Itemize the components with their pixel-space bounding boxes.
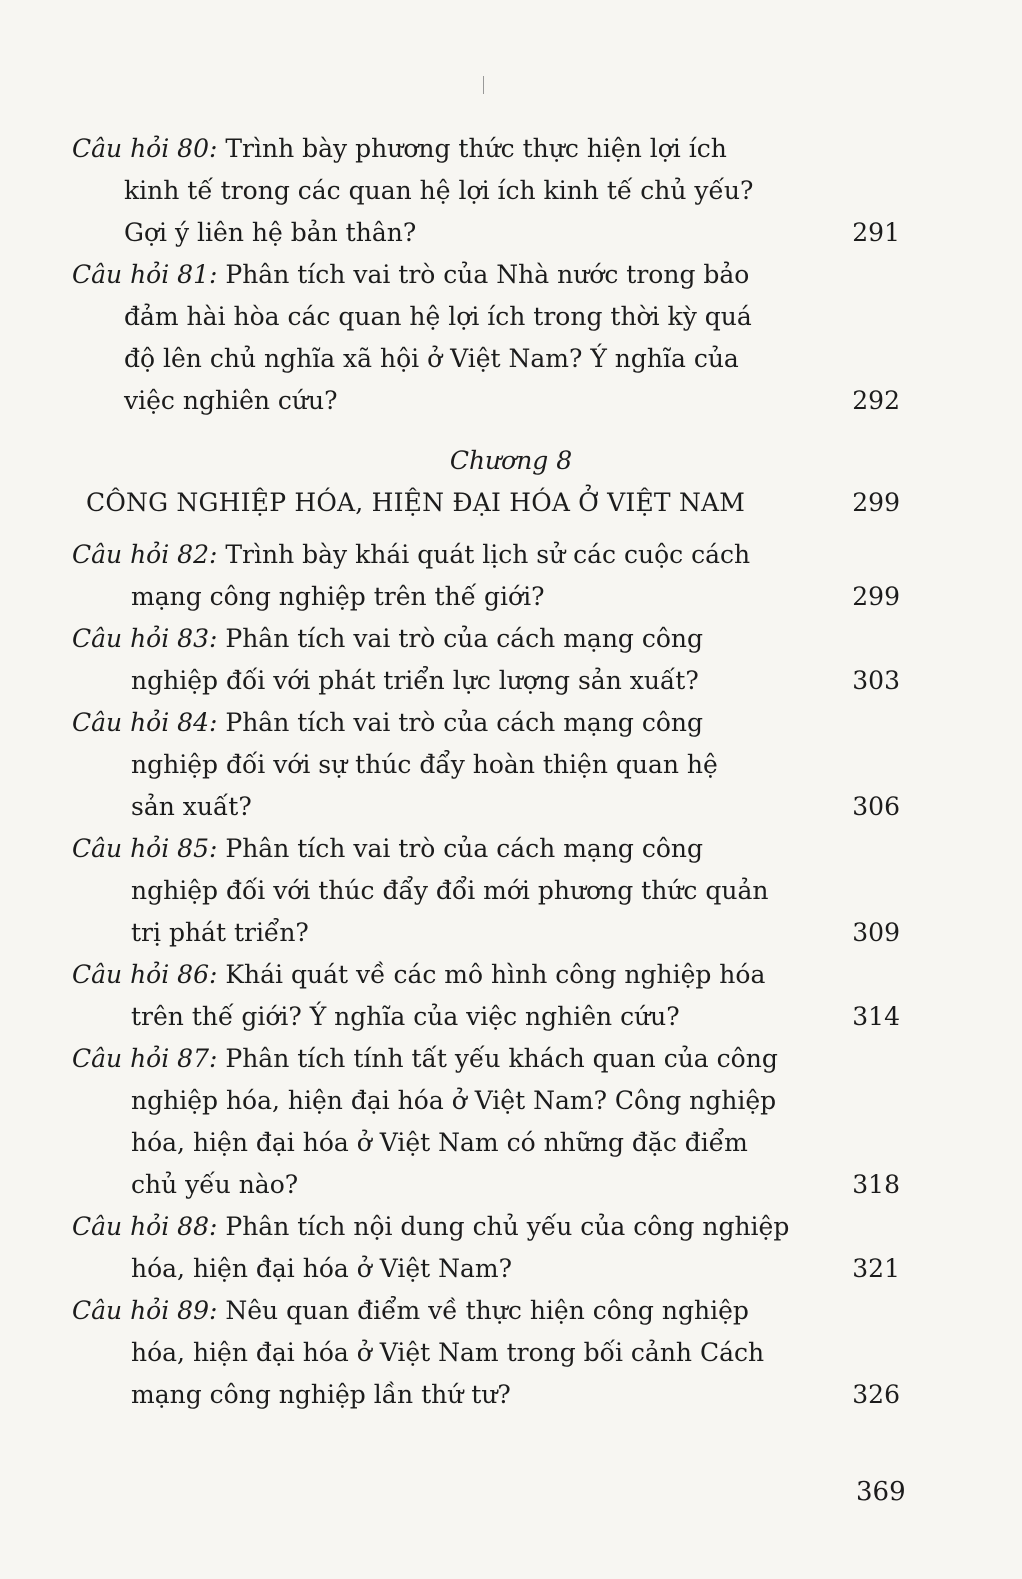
entry-page-number: 292	[852, 386, 900, 415]
entry-label: Câu hỏi 80:	[72, 134, 218, 163]
toc-line	[0, 212, 1022, 254]
entry-page-number: 309	[852, 918, 900, 947]
entry-page-number: 306	[852, 792, 900, 821]
toc-entry-88	[0, 1206, 1022, 1248]
toc-line	[0, 912, 1022, 954]
entry-text: sản xuất?	[131, 792, 252, 821]
entry-label: Câu hỏi 89:	[72, 1296, 218, 1325]
entry-text: độ lên chủ nghĩa xã hội ở Việt Nam? Ý nghĩa của	[124, 344, 739, 373]
entry-text: Trình bày phương thức thực hiện lợi ích	[225, 134, 727, 163]
toc-entry-89	[0, 1290, 1022, 1332]
entry-page-number: 318	[852, 1170, 900, 1199]
toc-line	[0, 660, 1022, 702]
entry-text: mạng công nghiệp trên thế giới?	[131, 582, 545, 611]
toc-line	[0, 1332, 1022, 1374]
entry-text: kinh tế trong các quan hệ lợi ích kinh tế chủ yếu?	[124, 176, 754, 205]
chapter-page-number: 299	[852, 488, 900, 517]
entry-page-number: 299	[852, 582, 900, 611]
chapter-heading	[0, 440, 1022, 482]
toc-entry-83	[0, 618, 1022, 660]
toc-line	[0, 1248, 1022, 1290]
page-number: 369	[856, 1477, 906, 1507]
toc-line	[0, 296, 1022, 338]
entry-text: Nêu quan điểm về thực hiện công nghiệp	[225, 1296, 749, 1325]
entry-text: Phân tích vai trò của cách mạng công	[225, 834, 704, 863]
entry-text: Phân tích vai trò của Nhà nước trong bảo	[225, 260, 750, 289]
entry-label: Câu hỏi 83:	[72, 624, 218, 653]
toc-entry-82	[0, 534, 1022, 576]
entry-text: Phân tích vai trò của cách mạng công	[225, 624, 704, 653]
entry-text: nghiệp đối với thúc đẩy đổi mới phương thức quản	[131, 876, 769, 905]
entry-text: hóa, hiện đại hóa ở Việt Nam có những đặc điểm	[131, 1128, 748, 1157]
chapter-title-line	[0, 482, 1022, 524]
toc-line	[0, 380, 1022, 422]
page-mark	[483, 76, 484, 94]
toc-line	[0, 1122, 1022, 1164]
entry-page-number: 303	[852, 666, 900, 695]
entry-text: Phân tích nội dung chủ yếu của công nghiệp	[225, 1212, 790, 1241]
entry-text: chủ yếu nào?	[131, 1170, 299, 1199]
entry-label: Câu hỏi 87:	[72, 1044, 218, 1073]
entry-text: trên thế giới? Ý nghĩa của việc nghiên cứu?	[131, 1002, 680, 1031]
entry-label: Câu hỏi 86:	[72, 960, 218, 989]
entry-text: Phân tích tính tất yếu khách quan của công	[225, 1044, 778, 1073]
chapter-label: Chương 8	[449, 446, 573, 475]
entry-page-number: 314	[852, 1002, 900, 1031]
entry-text: đảm hài hòa các quan hệ lợi ích trong thời kỳ quá	[124, 302, 752, 331]
entry-text: Gợi ý liên hệ bản thân?	[124, 218, 417, 247]
entry-label: Câu hỏi 88:	[72, 1212, 218, 1241]
entry-label: Câu hỏi 82:	[72, 540, 218, 569]
entry-text: trị phát triển?	[131, 918, 309, 947]
toc-entry-81	[0, 254, 1022, 296]
toc-line	[0, 338, 1022, 380]
toc-line	[0, 870, 1022, 912]
entry-text: Khái quát về các mô hình công nghiệp hóa	[225, 960, 766, 989]
entry-text: Trình bày khái quát lịch sử các cuộc cách	[225, 540, 751, 569]
toc-entry-80	[0, 128, 1022, 170]
entry-text: hóa, hiện đại hóa ở Việt Nam trong bối cảnh Cách	[131, 1338, 765, 1367]
entry-label: Câu hỏi 84:	[72, 708, 218, 737]
chapter-title: CÔNG NGHIỆP HÓA, HIỆN ĐẠI HÓA Ở VIỆT NAM	[86, 488, 746, 517]
toc-line	[0, 996, 1022, 1038]
entry-text: nghiệp đối với sự thúc đẩy hoàn thiện quan hệ	[131, 750, 718, 779]
entry-text: hóa, hiện đại hóa ở Việt Nam?	[131, 1254, 513, 1283]
entry-text: mạng công nghiệp lần thứ tư?	[131, 1380, 511, 1409]
entry-text: việc nghiên cứu?	[124, 386, 338, 415]
entry-page-number: 291	[852, 218, 900, 247]
entry-label: Câu hỏi 85:	[72, 834, 218, 863]
entry-page-number: 326	[852, 1380, 900, 1409]
toc-line	[0, 1164, 1022, 1206]
toc-entry-85	[0, 828, 1022, 870]
toc-line	[0, 170, 1022, 212]
toc-entry-86	[0, 954, 1022, 996]
toc-entry-84	[0, 702, 1022, 744]
entry-label: Câu hỏi 81:	[72, 260, 218, 289]
toc-line	[0, 576, 1022, 618]
entry-page-number: 321	[852, 1254, 900, 1283]
entry-text: Phân tích vai trò của cách mạng công	[225, 708, 704, 737]
toc-line	[0, 1374, 1022, 1416]
entry-text: nghiệp hóa, hiện đại hóa ở Việt Nam? Công nghiệp	[131, 1086, 777, 1115]
entry-text: nghiệp đối với phát triển lực lượng sản xuất?	[131, 666, 699, 695]
toc-line	[0, 1080, 1022, 1122]
toc-line	[0, 786, 1022, 828]
toc-line	[0, 744, 1022, 786]
toc-entry-87	[0, 1038, 1022, 1080]
